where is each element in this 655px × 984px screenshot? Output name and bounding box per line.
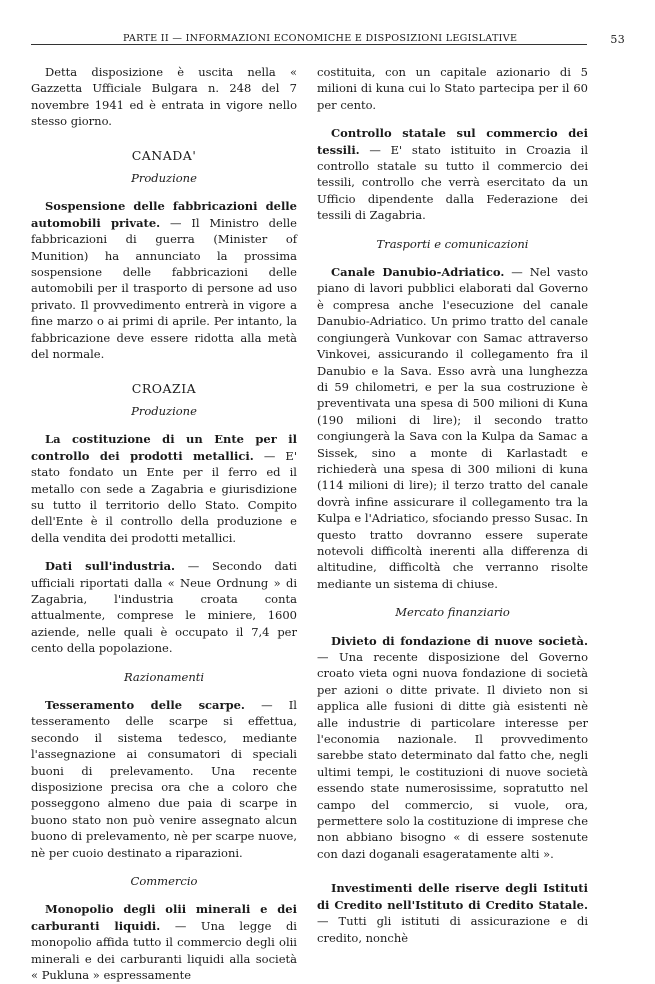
header-rule (31, 44, 587, 45)
continuation-paragraph: costituita, con un capitale azionario di 5 milioni di kuna cui lo Stato partecipa per il 60 per cento. (317, 65, 588, 112)
section-heading-canada: CANADA' (131, 147, 197, 163)
subsection-trasporti: Trasporti e comunicazioni (376, 236, 529, 251)
paragraph-body: — E' stato fondato un Ente per il ferro ed il metallo con sede a Zagabria e giurisdizione su tutto il territorio dello Stato. Compito dell'Ente è il controllo della produzione e della vendita dei prodotti metallici. (31, 448, 297, 545)
paragraph-title: Investimenti delle riserve degli Istituti di Credito nell'Istituto di Credito Statale. (317, 881, 588, 912)
paragraph-ente-metallici (31, 431, 297, 546)
paragraph-body: — Il tesseramento delle scarpe si effettua, secondo il sistema tedesco, mediante l'assegnazione ai consumatori di speciali buoni di prelevamento. Una recente disposizione precisa ora che a coloro che posseggono almeno due paia di scarpe in buono stato non può venire assegnato alcun buono di prelevamento, nè per scarpe nuove, nè per cuoio destinato a riparazioni. (31, 698, 297, 860)
paragraph-body: — Il Ministro delle fabbricazioni di guerra (Minister of Munition) ha annunciato la prossima sospensione delle fabbricazioni delle automobili per il trasporto di persone ad uso privato. Il provvedimento entrerà in vigore a fine marzo o ai primi di aprile. Per intanto, la fabbricazione deve essere ridotta alla metà del normale. (31, 215, 297, 362)
paragraph-investimenti (317, 880, 588, 946)
paragraph-body: — E' stato istituito in Croazia il controllo statale su tutto il commercio dei tessili, controllo che verrà esercitato da un Ufficio dipendente dalla Federazione dei tessili di Zagabria. (317, 142, 588, 223)
header-title: PARTE II — INFORMAZIONI ECONOMICHE E DISPOSIZIONI LEGISLATIVE (123, 33, 518, 44)
subsection-produzione-croazia: Produzione (131, 403, 197, 418)
paragraph-body: — Tutti gli istituti di assicurazione e di credito, nonchè (317, 914, 588, 945)
paragraph-title: Dati sull'industria. (45, 559, 176, 574)
paragraph-title: Monopolio degli olii minerali e dei carburanti liquidi. (31, 902, 297, 933)
paragraph-body: — Nel vasto piano di lavori pubblici elaborati dal Governo è compresa anche l'esecuzione del canale Danubio-Adriatico. Un primo tratto del canale congiungerà Vunkovar con Samac attraverso Vinkovei, assicurando il collegamento fra il Danubio e la Sava. Esso avrà una lunghezza di 59 chilometri, e per la sua costruzione è preventivata una spesa di 500 milioni di Kuna (190 milioni di lire); il secondo tratto congiungerà la Sava con la Kulpa da Samac a Sissek, sino a monte di Karlastadt e richiederà una spesa di 300 milioni di kuna (114 milioni di lire); il terzo tratto del canale dovrà infine assicurare il collegamento tra la Kulpa e l'Adriatico, sfociando presso Susac. In questo tratto dovranno essere superate notevoli difficoltà inerenti alla differenza di altitudine, difficoltà che verranno risolte mediante un sistema di chiuse. (317, 265, 588, 591)
paragraph-tessili (317, 125, 588, 223)
section-heading-croazia: CROAZIA (131, 380, 197, 396)
left-column (31, 64, 297, 984)
paragraph-title: Controllo statale sul commercio dei tessili. (317, 126, 588, 157)
subsection-razionamenti: Razionamenti (123, 669, 205, 684)
subsection-mercato-finanziario: Mercato finanziario (395, 605, 510, 620)
paragraph-title: Tesseramento delle scarpe. (45, 698, 245, 712)
paragraph-dati-industria (31, 558, 297, 656)
paragraph-canale (317, 264, 588, 592)
intro-paragraph: Detta disposizione è uscita nella « Gazzetta Ufficiale Bulgara n. 248 del 7 novembre 1941 ed è entrata in vigore nello stesso giorno. (31, 65, 297, 129)
paragraph-body: — Una legge di monopolio affida tutto il commercio degli olii minerali e dei carburanti liquidi alla società « Pukluna » espressamente (31, 918, 297, 983)
paragraph-title: Canale Danubio-Adriatico. (331, 265, 505, 280)
right-column (317, 64, 588, 946)
paragraph-title: Divieto di fondazione di nuove società. (331, 633, 588, 648)
paragraph-body: — Secondo dati ufficiali riportati dalla « Neue Ordnung » di Zagabria, l'industria croata conta attualmente, comprese le miniere, 1600 aziende, nelle quali è occupato il 7,4 per cento della popolazione. (31, 559, 297, 656)
subsection-commercio: Commercio (130, 874, 198, 889)
paragraph-monopolio (31, 901, 297, 983)
paragraph-automobili (31, 198, 297, 362)
paragraph-title: La costituzione di un Ente per il controllo dei prodotti metallici. (31, 432, 297, 463)
paragraph-divieto (317, 633, 588, 863)
page-number: 53 (610, 33, 625, 46)
paragraph-scarpe (31, 697, 297, 861)
subsection-produzione-canada: Produzione (131, 171, 197, 186)
paragraph-title: Sospensione delle fabbricazioni delle automobili private. (31, 199, 297, 230)
paragraph-body: — Una recente disposizione del Governo croato vieta ogni nuova fondazione di società per azioni o ditte private. Il divieto non si applica alle fusioni di ditte già esistenti nè alle industrie di particolare interesse per l'economia nazionale. Il provvedimento sarebbe stato determinato dal fatto che, negli ultimi tempi, le costituzioni di nuove società essendo state numerosissime, sopratutto nel campo del commercio, si vuole, ora, permettere solo la costituzione di imprese che non abbiano bisogno « di essere sostenute con dazi doganali esageratamente alti ». (317, 650, 588, 861)
